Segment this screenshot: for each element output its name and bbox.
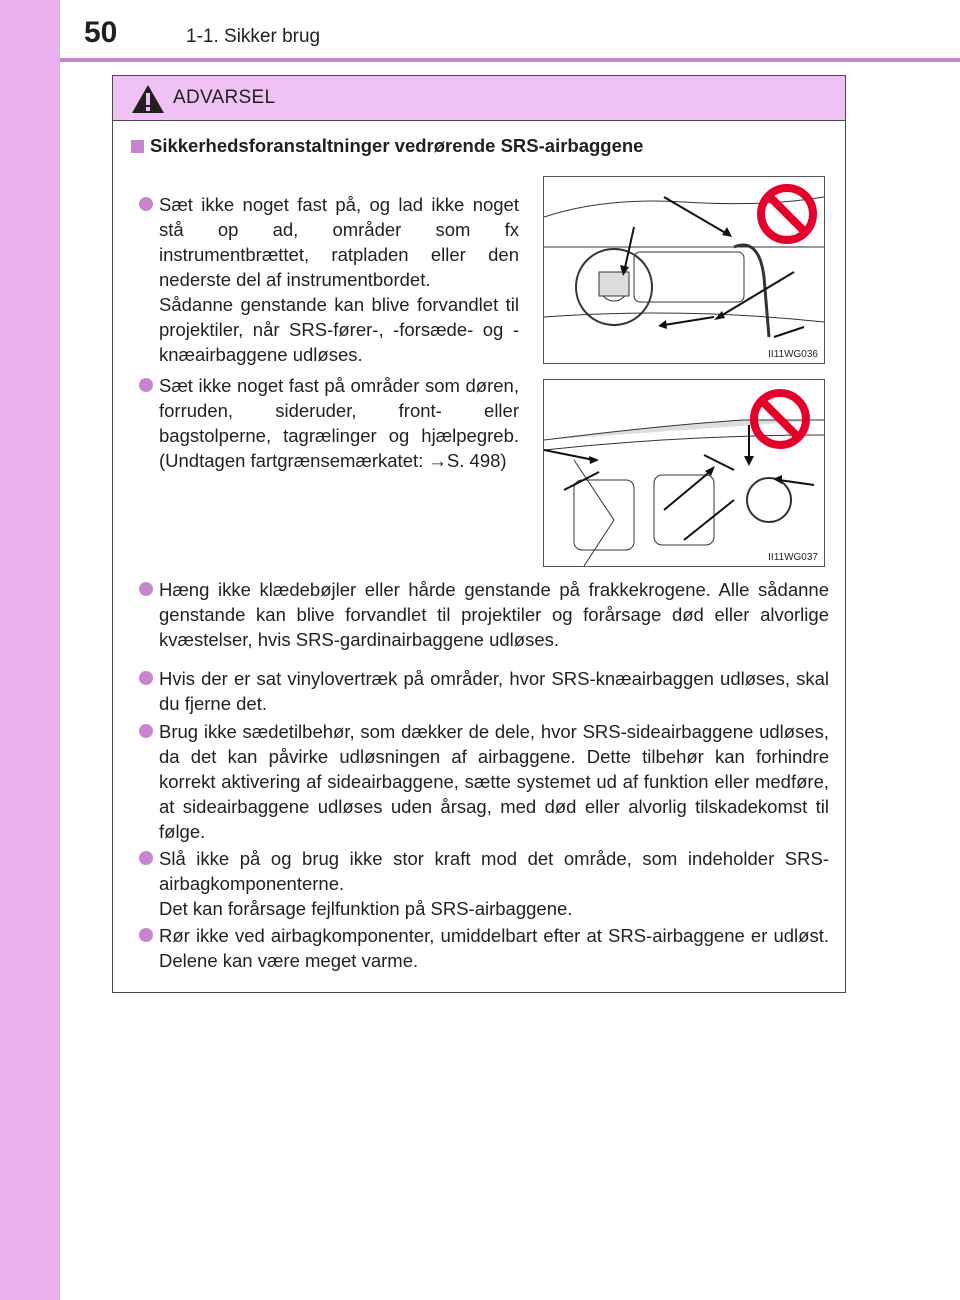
list-item: [159, 719, 829, 844]
item-text: Brug ikke sædetilbehør, som dækker de dele, hvor SRS-sideairbaggene udløses, da det kan påvirke udløsningen af airbaggene. Dette tilbehør kan forhindre korrekt aktivering af sideairbaggene, sætte systemet ud af funktion eller medføre, at sideairbaggene udløses uden årsag, med død eller alvorlig tilskadekomst til følge.: [159, 721, 829, 842]
figure-dashboard: [543, 176, 825, 364]
list-item: [159, 666, 829, 716]
square-bullet-icon: [131, 140, 144, 153]
list-item: [159, 192, 519, 367]
bullet-dot-icon: [139, 851, 153, 865]
list-item: [159, 923, 829, 973]
item-text-main: Sæt ikke noget fast på områder som døren, forruden, sideruder, front- eller bagstolperne, tagrælinger og hjælpegreb. (Undtagen fartgrænsemærkatet:: [159, 375, 519, 471]
list-item: [159, 577, 829, 652]
item-text: Slå ikke på og brug ikke stor kraft mod det område, som indeholder SRS-airbagkomponenterne.: [159, 848, 829, 894]
item-text: Hæng ikke klædebøjler eller hårde genstande på frakkekrogene. Alle sådanne genstande kan blive forvandlet til projektiler og forårsage død eller alvorlige kvæstelser, hvis SRS-gardinairbaggene udløses.: [159, 579, 829, 650]
list-item: [159, 373, 519, 473]
prohibited-icon: [756, 183, 818, 245]
item-text: Sæt ikke noget fast på, og lad ikke noget stå op ad, områder som fx instrumentbrættet, ratpladen eller den nederste del af instrumentbordet.: [159, 194, 519, 290]
figure-code: II11WG037: [768, 552, 818, 563]
warning-triangle-icon: [131, 84, 165, 114]
figure-code: II11WG036: [768, 349, 818, 360]
bullet-dot-icon: [139, 928, 153, 942]
page-reference[interactable]: S. 498): [446, 450, 507, 471]
figure-cabin: [543, 379, 825, 567]
bullet-dot-icon: [139, 582, 153, 596]
item-text-continued: Sådanne genstande kan blive forvandlet til projektiler, når SRS-fører-, -forsæde- og -knæairbaggene udløses.: [159, 294, 519, 365]
item-text: Rør ikke ved airbagkomponenter, umiddelbart efter at SRS-airbaggene er udløst. Delene kan være meget varme.: [159, 925, 829, 971]
sidebar-band: [0, 0, 60, 1300]
item-text-continued: Det kan forårsage fejlfunktion på SRS-airbaggene.: [159, 898, 573, 919]
prohibited-icon: [749, 388, 811, 450]
warning-header: [113, 76, 845, 121]
subheading-text: Sikkerhedsforanstaltninger vedrørende SRS-airbaggene: [150, 135, 644, 156]
warning-title: ADVARSEL: [173, 87, 276, 108]
item-text: [159, 373, 519, 473]
section-title: 1-1. Sikker brug: [186, 26, 321, 47]
header-rule: [60, 58, 960, 62]
list-item: [159, 846, 829, 921]
item-text: Hvis der er sat vinylovertræk på områder, hvor SRS-knæairbaggen udløses, skal du fjerne det.: [159, 668, 829, 714]
bullet-dot-icon: [139, 378, 153, 392]
bullet-dot-icon: [139, 724, 153, 738]
bullet-dot-icon: [139, 671, 153, 685]
page-number: 50: [84, 16, 118, 49]
arrow-ref-icon: →: [428, 450, 447, 471]
warning-subheading: [131, 135, 643, 157]
warning-box: [112, 75, 846, 993]
bullet-dot-icon: [139, 197, 153, 211]
